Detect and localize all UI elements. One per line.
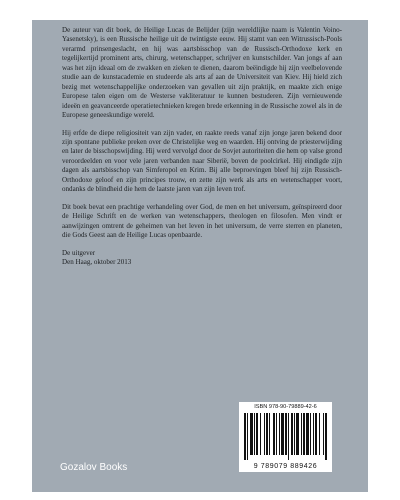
back-cover-text <box>62 26 342 267</box>
barcode-digits: 9 789079 889426 <box>253 463 318 470</box>
barcode-bars <box>242 413 329 460</box>
isbn-barcode <box>239 402 332 472</box>
isbn-number: ISBN 978-90-79889-42-6 <box>254 404 317 410</box>
paragraph-author: De auteur van dit boek, de Heilige Lucas de Belijder (zijn wereldlijke naam is Valentin Voino-Yasenetsky), is een Russische heilige uit de twintigste eeuw. Hij stamt van een Witrussisch-Pools verarmd prinsengeslacht, en hij was aartsbisschop van de Russisch-Orthodoxe kerk en tegelijkertijd prominent arts, chirurg, wetenschapper, schrijver en kunstschilder. Van jongs af aan was het zijn ideaal om de zwakken en zieken te dienen, daarom beëindigde hij zijn veelbelovende studie aan de kunstacademie en studeerde als arts af aan de Universiteit van Kiev. Hij hield zich bezig met wetenschappelijke onderzoeken van gevallen uit zijn praktijk, en maakte zich enige Europese talen eigen om de Westerse vakliteratuur te kunnen bestuderen. Zijn vernieuwende ideeën en geavanceerde operatietechnieken kregen brede erkenning in de Russische zowel als in de Europese geneeskundige wereld. <box>62 26 342 120</box>
paragraph-life: Hij erfde de diepe religiositeit van zijn vader, en raakte reeds vanaf zijn jonge jaren bekend door zijn spontane publieke preken over de Christelijke weg en waarden. Hij ontving de priesterwijding en later de bisschopswijding. Hij werd vervolgd door de Sovjet autoriteiten die hem op valse grond veroordeelden en voor vele jaren verbanden naar Siberië, boven de poolcirkel. Hij eindigde zijn dagen als aartsbisschop van Simferopol en Krim. Bij alle beproevingen bleef hij zijn Russisch-Orthodoxe geloof en zijn principes trouw, en zette zijn werk als arts en wetenschapper voort, ondanks de blindheid die hem de laatste jaren van zijn leven trof. <box>62 128 342 194</box>
publisher-name: Gozalov Books <box>60 462 128 473</box>
back-cover <box>32 20 368 492</box>
closing-place-date: Den Haag, oktober 2013 <box>62 257 132 266</box>
closing-publisher: De uitgever <box>62 248 96 257</box>
paragraph-book: Dit boek bevat een prachtige verhandeling over God, de men en het universum, geïnspireerd door de Heilige Schrift en de werken van wetenschappers, theologen en filosofen. Men vindt er aanwijzingen omtrent de geheimen van het leven in het universum, de verre sterren en planeten, die Gods Geest aan de Heilige Lucas openbaarde. <box>62 202 342 240</box>
